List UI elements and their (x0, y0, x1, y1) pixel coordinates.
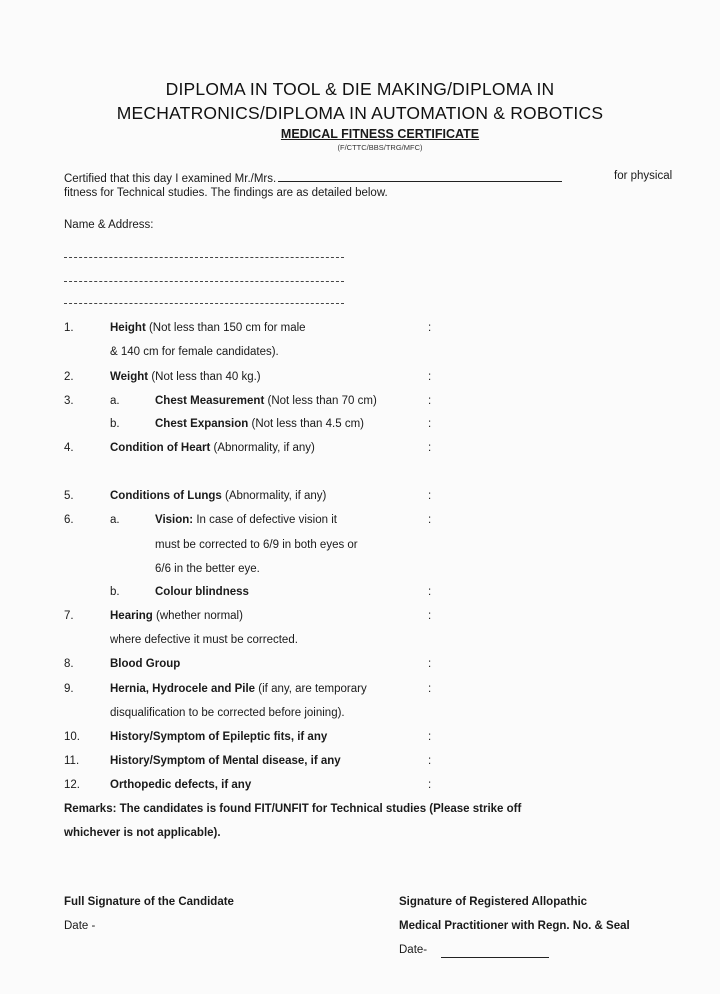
item-note: (Not less than 70 cm) (264, 395, 377, 407)
item-colon: : (428, 755, 432, 767)
item-blood-group (110, 658, 180, 670)
item-number: 6. (64, 514, 74, 526)
candidate-date-label: Date - (64, 920, 96, 932)
item-colon: : (428, 586, 432, 598)
item-note-continued: must be corrected to 6/9 in both eyes or (155, 539, 358, 551)
item-colon: : (428, 610, 432, 622)
item-number: 1. (64, 322, 74, 334)
address-field-2[interactable] (64, 281, 344, 282)
item-label: Colour blindness (155, 586, 249, 598)
name-address-label: Name & Address: (64, 219, 154, 231)
item-hearing (110, 610, 243, 622)
item-number: 7. (64, 610, 74, 622)
item-label: Hernia, Hydrocele and Pile (110, 683, 256, 695)
item-number: 4. (64, 442, 74, 454)
doctor-date-field[interactable] (441, 957, 549, 958)
item-label: Chest Measurement (155, 395, 265, 407)
candidate-signature-label: Full Signature of the Candidate (64, 896, 234, 908)
item-label: History/Symptom of Mental disease, if any (110, 755, 341, 767)
item-label: Blood Group (110, 658, 181, 670)
item-colon: : (428, 418, 432, 430)
item-note: In case of defective vision it (193, 514, 337, 526)
item-mental (110, 755, 341, 767)
intro-line-1 (64, 170, 564, 185)
remarks-line-2: whichever is not applicable). (64, 827, 221, 839)
item-label: Orthopedic defects, if any (110, 779, 252, 791)
item-label: Hearing (110, 610, 153, 622)
doctor-signature-label-2: Medical Practitioner with Regn. No. & Seal (399, 920, 630, 932)
item-label: History/Symptom of Epileptic fits, if any (110, 731, 328, 743)
item-weight (110, 371, 261, 383)
item-colon: : (428, 514, 432, 526)
examinee-name-field[interactable] (278, 170, 562, 182)
item-orthopedic (110, 779, 251, 791)
item-colon: : (428, 490, 432, 502)
item-colon: : (428, 442, 432, 454)
item-number: 11. (64, 755, 80, 767)
item-heart (110, 442, 315, 454)
item-chest-measurement (155, 395, 377, 407)
item-colon: : (428, 731, 432, 743)
item-number: 3. (64, 395, 74, 407)
item-colon: : (428, 322, 432, 334)
item-note: (Not less than 4.5 cm) (248, 418, 364, 430)
item-note: (Not less than 40 kg.) (148, 371, 261, 383)
item-colon: : (428, 779, 432, 791)
item-note-continued: 6/6 in the better eye. (155, 563, 260, 575)
item-note: (Not less than 150 cm for male (145, 322, 306, 334)
item-sub-letter: b. (110, 418, 120, 430)
item-number: 2. (64, 371, 74, 383)
address-field-3[interactable] (64, 303, 344, 304)
item-number: 9. (64, 683, 74, 695)
item-colon: : (428, 683, 432, 695)
item-chest-expansion (155, 418, 364, 430)
item-sub-letter: b. (110, 586, 120, 598)
item-note: (Abnormality, if any) (221, 490, 327, 502)
item-note: (Abnormality, if any) (210, 442, 315, 454)
item-colon: : (428, 371, 432, 383)
item-label: Height (110, 322, 146, 334)
form-code: (F/CTTC/BBS/TRG/MFC) (337, 143, 423, 152)
item-label: Vision: (155, 514, 194, 526)
item-sub-letter: a. (110, 395, 120, 407)
item-note: (whether normal) (152, 610, 243, 622)
item-label: Weight (110, 371, 149, 383)
item-note-continued: where defective it must be corrected. (110, 634, 298, 646)
item-number: 12. (64, 779, 80, 791)
title-line-1: DIPLOMA IN TOOL & DIE MAKING/DIPLOMA IN (165, 79, 555, 99)
doctor-signature-label-1: Signature of Registered Allopathic (399, 896, 588, 908)
item-colon: : (428, 395, 432, 407)
item-epileptic (110, 731, 327, 743)
intro-text-right: for physical (614, 170, 673, 182)
item-number: 5. (64, 490, 74, 502)
item-label: Chest Expansion (155, 418, 249, 430)
intro-line-2: fitness for Technical studies. The findings are as detailed below. (64, 187, 388, 199)
address-field-1[interactable] (64, 257, 344, 258)
certificate-subtitle: MEDICAL FITNESS CERTIFICATE (280, 127, 480, 141)
item-hernia (110, 683, 367, 695)
item-note-continued: disqualification to be corrected before joining). (110, 707, 345, 719)
item-colour-blindness (155, 586, 249, 598)
item-number: 10. (64, 731, 80, 743)
item-number: 8. (64, 658, 74, 670)
item-colon: : (428, 658, 432, 670)
item-lungs (110, 490, 326, 502)
item-sub-letter: a. (110, 514, 120, 526)
title-line-2: MECHATRONICS/DIPLOMA IN AUTOMATION & ROBOTICS (116, 103, 604, 123)
remarks-line-1: Remarks: The candidates is found FIT/UNFIT for Technical studies (Please strike off (64, 803, 522, 815)
item-label: Condition of Heart (110, 442, 211, 454)
item-note-continued: & 140 cm for female candidates). (110, 346, 279, 358)
item-height (110, 322, 306, 334)
item-vision (155, 514, 337, 526)
intro-text-left: Certified that this day I examined Mr./Mrs. (64, 173, 277, 185)
item-note: (if any, are temporary (255, 683, 367, 695)
item-label: Conditions of Lungs (110, 490, 222, 502)
doctor-date-label: Date- (399, 944, 428, 956)
